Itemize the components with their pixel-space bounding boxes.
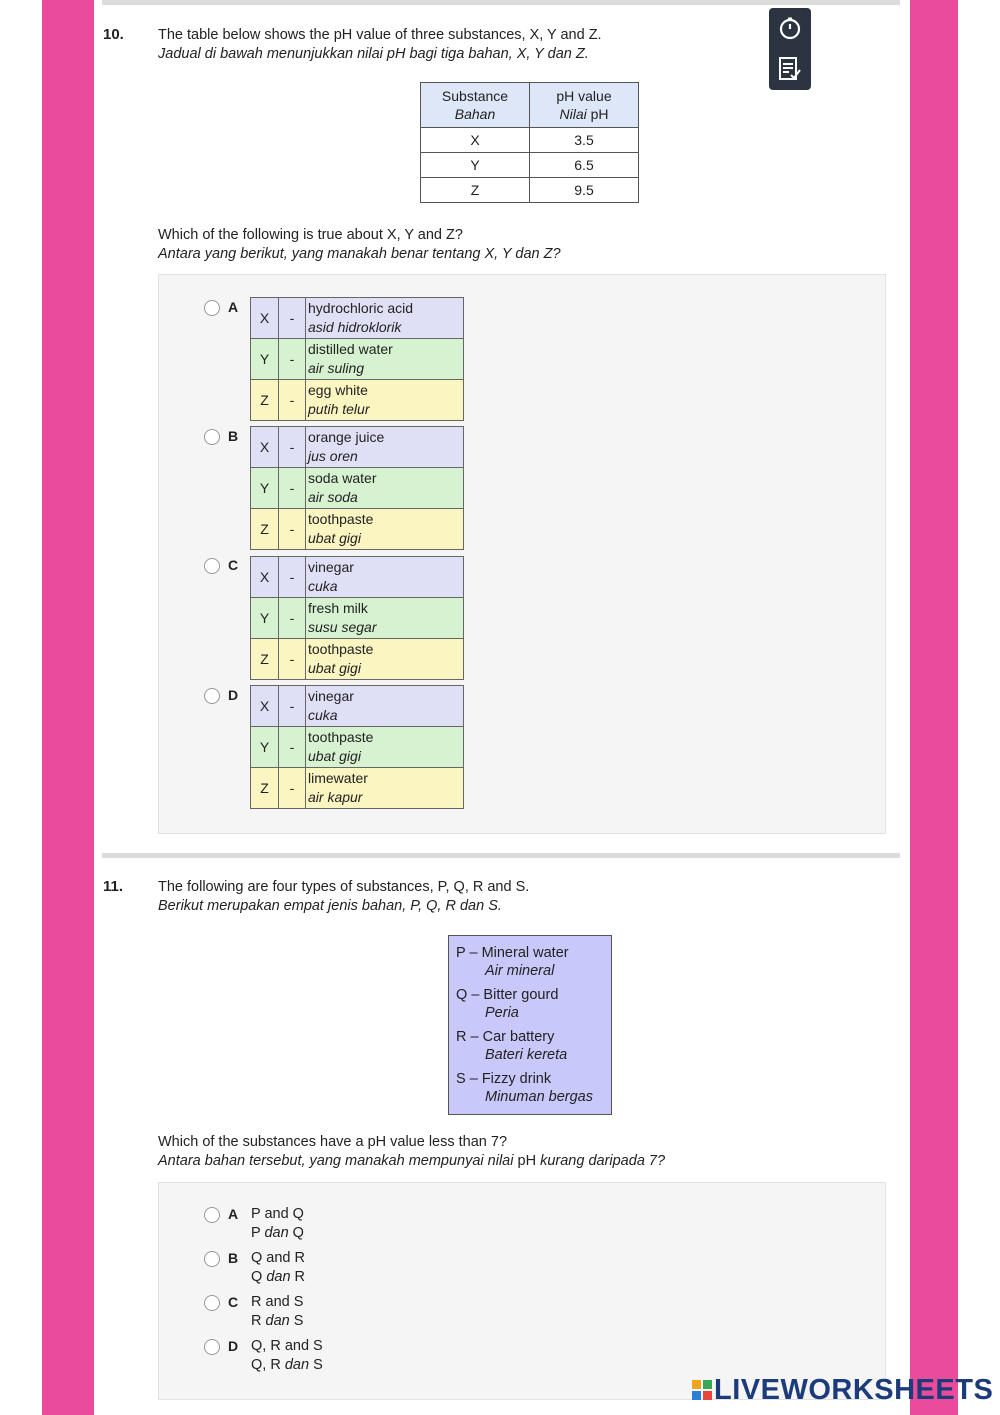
substance-code: S [456, 1071, 466, 1087]
option-a-radio[interactable] [204, 300, 220, 316]
q11-option-d-ms [251, 1356, 323, 1375]
q10-number: 10. [103, 26, 124, 43]
row-label: Y [251, 727, 279, 768]
row-label: Z [251, 768, 279, 809]
option-ms-b: dan [264, 1225, 289, 1241]
option-ms-a: Q [251, 1269, 267, 1285]
q11-question-ms-post: kurang daripada 7? [540, 1153, 666, 1169]
substance-ms: Peria [485, 1005, 519, 1021]
q11-option-d-radio[interactable] [204, 1339, 220, 1355]
right-border-band [910, 0, 958, 1415]
header-substance-en: Substance [441, 88, 509, 104]
row-text-ms: jus oren [308, 448, 358, 464]
row-label: X [251, 557, 279, 598]
substance-code: R [456, 1029, 467, 1045]
row-text [306, 768, 464, 809]
q11-option-a[interactable] [251, 1205, 304, 1243]
substance-ms: Air mineral [485, 963, 555, 979]
row-text [306, 468, 464, 509]
option-d-radio[interactable] [204, 688, 220, 704]
row-text-ms: ubat gigi [308, 748, 361, 764]
option-c-table[interactable] [250, 556, 464, 680]
row-text-ms: air suling [308, 360, 365, 376]
row-text [306, 727, 464, 768]
option-b-radio[interactable] [204, 429, 220, 445]
substance-dash: – [469, 1071, 478, 1087]
q11-option-b-radio[interactable] [204, 1251, 220, 1267]
option-ms-c: S [309, 1357, 323, 1373]
q11-number: 11. [103, 878, 124, 895]
q11-statement-en: The following are four types of substances, P, Q, R and S. [158, 879, 530, 895]
q11-option-c-radio[interactable] [204, 1295, 220, 1311]
q11-statement-ms: Berikut merupakan empat jenis bahan, P, Q, R dan S. [158, 898, 502, 914]
q11-option-b-ms [251, 1268, 305, 1287]
row-dash: - [279, 598, 306, 639]
table-cell-substance: Z [421, 178, 530, 203]
substance-en: Car battery [482, 1029, 555, 1045]
checklist-icon[interactable] [778, 56, 802, 82]
row-text-en: hydrochloric acid [308, 300, 414, 316]
row-text-en: distilled water [308, 341, 393, 357]
header-substance-ms: Bahan [454, 106, 496, 122]
logo-text: LIVEWORKSHEETS [714, 1374, 994, 1406]
row-dash: - [279, 509, 306, 550]
row-text-ms: cuka [308, 578, 338, 594]
row-text-ms: putih telur [308, 401, 370, 417]
ph-table-header [421, 83, 639, 128]
substance-item [456, 1070, 593, 1106]
option-row-x [251, 686, 464, 727]
option-row-z [251, 380, 464, 421]
option-ms-b: dan [266, 1269, 291, 1285]
q11-option-a-en: P and Q [251, 1206, 304, 1222]
q11-option-c[interactable] [251, 1293, 303, 1331]
row-label: X [251, 298, 279, 339]
q11-statement [158, 878, 529, 916]
substance-dash: – [471, 987, 480, 1003]
row-text [306, 639, 464, 680]
row-text [306, 339, 464, 380]
q11-option-d[interactable] [251, 1337, 323, 1375]
row-text [306, 686, 464, 727]
q10-question-en: Which of the following is true about X, Y and Z? [158, 227, 463, 243]
substance-item [456, 986, 558, 1022]
option-row-x [251, 557, 464, 598]
ph-table-header-substance [421, 83, 530, 128]
row-text-en: egg white [308, 382, 368, 398]
header-ph-ms-suffix: pH [586, 106, 609, 122]
q11-question-ms [158, 1152, 665, 1171]
substance-en: Fizzy drink [481, 1071, 552, 1087]
substance-ms: Bateri kereta [485, 1047, 568, 1063]
substance-code: P [456, 945, 466, 961]
row-text [306, 380, 464, 421]
q11-option-b-en: Q and R [251, 1250, 305, 1266]
q11-option-d-letter: D [228, 1338, 239, 1354]
q11-option-a-ms [251, 1224, 304, 1243]
table-cell-ph: 9.5 [530, 178, 639, 203]
option-d-table[interactable] [250, 685, 464, 809]
q11-option-b[interactable] [251, 1249, 305, 1287]
header-ph-ms-prefix: Nilai [559, 106, 587, 122]
row-text [306, 298, 464, 339]
row-text-ms: ubat gigi [308, 660, 361, 676]
q11-option-c-ms [251, 1312, 303, 1331]
row-dash: - [279, 557, 306, 598]
option-d-letter: D [228, 687, 239, 703]
table-row [421, 153, 639, 178]
row-text-en: toothpaste [308, 729, 374, 745]
option-a-letter: A [228, 299, 239, 315]
option-b-table[interactable] [250, 426, 464, 550]
ph-table-header-ph [530, 83, 639, 128]
substance-item [456, 944, 569, 980]
q10-question [158, 226, 561, 264]
row-label: Y [251, 598, 279, 639]
table-row [421, 128, 639, 153]
row-text-ms: susu segar [308, 619, 377, 635]
liveworksheets-logo [692, 1374, 993, 1407]
q11-option-d-en: Q, R and S [251, 1338, 323, 1354]
row-text-en: toothpaste [308, 511, 374, 527]
table-cell-ph: 6.5 [530, 153, 639, 178]
substance-ms: Minuman bergas [485, 1089, 593, 1105]
header-ph-en: pH value [556, 88, 612, 104]
row-label: Z [251, 639, 279, 680]
q11-option-c-en: R and S [251, 1294, 304, 1310]
row-text-en: limewater [308, 770, 368, 786]
row-dash: - [279, 298, 306, 339]
row-text-en: fresh milk [308, 600, 368, 616]
ph-table [420, 82, 639, 203]
left-border-band [42, 0, 94, 1415]
option-ms-c: Q [288, 1225, 304, 1241]
row-text-ms: asid hidroklorik [308, 319, 402, 335]
option-ms-c: S [289, 1313, 304, 1329]
substance-en: Mineral water [481, 945, 569, 961]
row-text-en: soda water [308, 470, 377, 486]
row-dash: - [279, 427, 306, 468]
table-cell-ph: 3.5 [530, 128, 639, 153]
substance-en: Bitter gourd [483, 987, 559, 1003]
option-c-letter: C [228, 557, 239, 573]
q11-option-c-letter: C [228, 1294, 239, 1310]
option-row-z [251, 768, 464, 809]
row-text-ms: cuka [308, 707, 338, 723]
option-a-table[interactable] [250, 297, 464, 421]
option-ms-b: dan [265, 1313, 290, 1329]
top-separator [102, 0, 900, 5]
timer-icon[interactable] [778, 16, 802, 40]
row-text-en: toothpaste [308, 641, 374, 657]
row-dash: - [279, 686, 306, 727]
q10-statement-ms: Jadual di bawah menunjukkan nilai pH bagi tiga bahan, X, Y dan Z. [158, 46, 589, 62]
row-label: X [251, 686, 279, 727]
q11-option-a-radio[interactable] [204, 1207, 220, 1223]
table-cell-substance: Y [421, 153, 530, 178]
option-ms-a: Q, R [251, 1357, 285, 1373]
row-text-en: vinegar [308, 559, 354, 575]
q11-question-ms-pre: Antara bahan tersebut, yang manakah mempunyai nilai [158, 1153, 514, 1169]
row-text [306, 509, 464, 550]
q11-question-en: Which of the substances have a pH value less than 7? [158, 1134, 508, 1150]
row-dash: - [279, 727, 306, 768]
q10-question-ms: Antara yang berikut, yang manakah benar tentang X, Y dan Z? [158, 246, 561, 262]
substance-item [456, 1028, 567, 1064]
substances-box [448, 935, 612, 1115]
row-label: X [251, 427, 279, 468]
table-row [421, 178, 639, 203]
row-label: Z [251, 509, 279, 550]
option-row-x [251, 298, 464, 339]
row-text-en: orange juice [308, 429, 385, 445]
option-ms-a: R [251, 1313, 266, 1329]
option-ms-c: R [290, 1269, 306, 1285]
option-c-radio[interactable] [204, 558, 220, 574]
row-dash: - [279, 468, 306, 509]
row-dash: - [279, 768, 306, 809]
q10-statement [158, 26, 602, 64]
row-dash: - [279, 639, 306, 680]
row-text-ms: air kapur [308, 789, 363, 805]
option-row-y [251, 727, 464, 768]
table-cell-substance: X [421, 128, 530, 153]
q10-statement-en: The table below shows the pH value of three substances, X, Y and Z. [158, 27, 602, 43]
tool-widget [769, 8, 811, 90]
row-dash: - [279, 339, 306, 380]
substance-code: Q [456, 987, 468, 1003]
option-row-y [251, 598, 464, 639]
row-label: Y [251, 339, 279, 380]
q11-question-ms-mid: pH [513, 1153, 541, 1169]
row-dash: - [279, 380, 306, 421]
q11-question [158, 1133, 665, 1171]
row-text [306, 427, 464, 468]
q11-option-a-letter: A [228, 1206, 239, 1222]
option-ms-b: dan [284, 1357, 310, 1373]
option-row-y [251, 339, 464, 380]
q11-option-b-letter: B [228, 1250, 239, 1266]
substance-dash: – [470, 1029, 479, 1045]
option-row-x [251, 427, 464, 468]
row-text-ms: ubat gigi [308, 530, 361, 546]
question-separator [102, 853, 900, 858]
option-row-y [251, 468, 464, 509]
option-b-letter: B [228, 428, 239, 444]
substance-dash: – [469, 945, 478, 961]
row-label: Y [251, 468, 279, 509]
row-text [306, 598, 464, 639]
option-row-z [251, 639, 464, 680]
row-text-en: vinegar [308, 688, 354, 704]
row-text [306, 557, 464, 598]
option-ms-a: P [251, 1225, 265, 1241]
row-label: Z [251, 380, 279, 421]
row-text-ms: air soda [308, 489, 358, 505]
logo-mark-icon [692, 1375, 712, 1395]
option-row-z [251, 509, 464, 550]
